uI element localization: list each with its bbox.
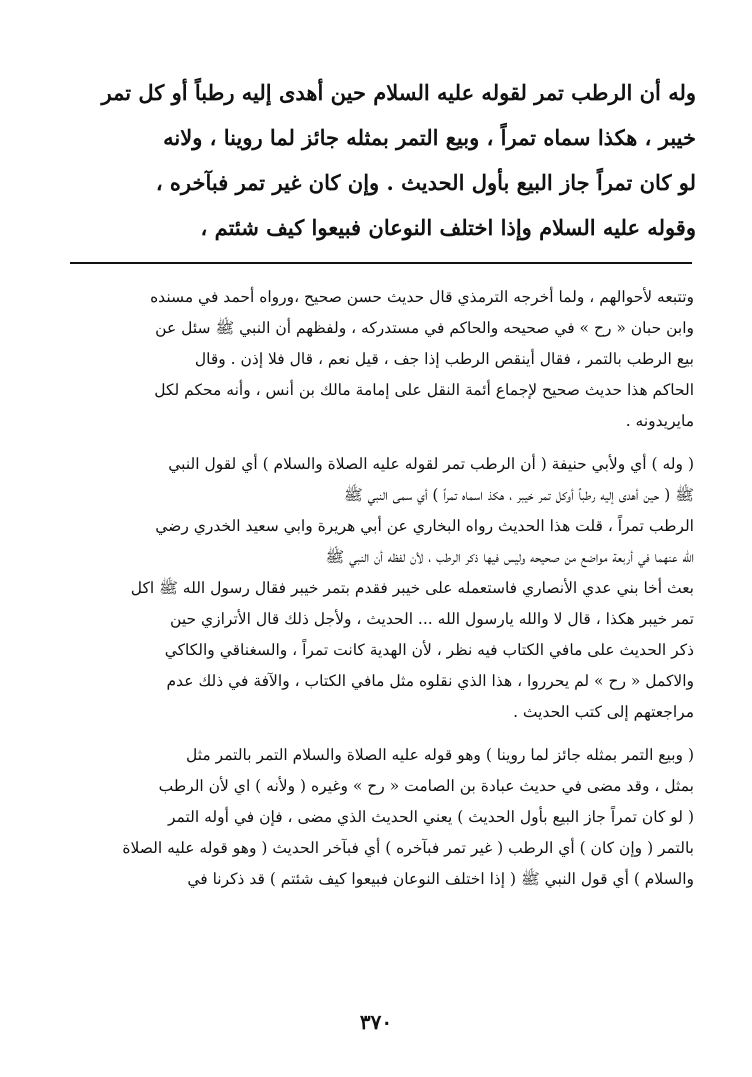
commentary-block xyxy=(62,282,694,907)
commentary-line: مراجعتهم إلى كتب الحديث . xyxy=(513,703,694,721)
commentary-line: الحاكم هذا حديث صحيح لإجماع أئمة النقل على إمامة مالك بن أنس ، وأنه محكم لكل xyxy=(154,381,694,399)
commentary-line: وابن حبان « رح » في صحيحه والحاكم في مستدركه ، ولفظهم أن النبي ﷺ سئل عن xyxy=(155,319,694,337)
main-text-line: وله أن الرطب تمر لقوله عليه السلام حين أهدى إليه رطباً أو كل تمر xyxy=(101,80,696,105)
commentary-paragraph xyxy=(62,282,694,437)
commentary-line: بيع الرطب بالتمر ، فقال أينقص الرطب إذا جف ، قيل نعم ، قال فلا إذن . وقال xyxy=(194,350,694,368)
commentary-line: الرطب تمراً ، قلت هذا الحديث رواه البخاري عن أبي هريرة وابي سعيد الخدري رضي xyxy=(155,517,694,535)
commentary-line: بعث أخا بني عدي الأنصاري فاستعمله على خيبر فقدم بتمر خيبر فقال رسول الله ﷺ اكل xyxy=(130,579,694,597)
main-text-block xyxy=(96,70,696,250)
commentary-line: ( وبيع التمر بمثله جائز لما روينا ) وهو قوله عليه الصلاة والسلام التمر بالتمر مثل xyxy=(186,746,694,764)
commentary-line: والاكمل « رح » لم يحرروا ، هذا الذي نقلوه مثل مافي الكتاب ، والآفة في ذلك عدم xyxy=(166,672,694,690)
commentary-line: مايريدونه . xyxy=(625,412,694,430)
commentary-paragraph xyxy=(62,449,694,728)
commentary-line: تمر خيبر هكذا ، قال لا والله يارسول الله ... الحديث ، ولأجل ذلك قال الأترازي حين xyxy=(170,610,694,628)
main-text-line: خيبر ، هكذا سماه تمراً ، وبيع التمر بمثله جائز لما روينا ، ولانه xyxy=(163,125,696,150)
main-text-line: لو كان تمراً جاز البيع بأول الحديث . وإن كان غير تمر فبآخره ، xyxy=(155,170,696,195)
section-divider xyxy=(70,262,692,264)
commentary-line: بالتمر ( وإن كان ) أي الرطب ( غير تمر فبآخره ) أي فبآخر الحديث ( وهو قوله عليه الصلاة xyxy=(122,839,694,857)
commentary-line: وتتبعه لأحوالهم ، ولما أخرجه الترمذي قال حديث حسن صحيح ،ورواه أحمد في مسنده xyxy=(150,288,694,306)
commentary-line: بمثل ، وقد مضى في حديث عبادة بن الصامت « رح » وغيره ( ولأنه ) اي لأن الرطب xyxy=(158,777,694,795)
commentary-line: ذكر الحديث على مافي الكتاب فيه نظر ، لأن الهدية كانت تمراً ، والسغناقي والكاكي xyxy=(164,641,694,659)
commentary-line: والسلام ) أي قول النبي ﷺ ( إذا اختلف النوعان فبيعوا كيف شئتم ) قد ذكرنا في xyxy=(187,870,694,888)
commentary-line: الله عنهما في أربعة مواضع من صحيحه وليس فيها ذكر الرطب ، لأن لفظه أن النبي ﷺ xyxy=(325,548,694,566)
page-number: ٣٧٠ xyxy=(359,1010,393,1034)
commentary-paragraph xyxy=(62,740,694,895)
commentary-line: ( لو كان تمراً جاز البيع بأول الحديث ) يعني الحديث الذي مضى ، فإن في أوله التمر xyxy=(167,808,694,826)
main-text-line: وقوله عليه السلام وإذا اختلف النوعان فبيعوا كيف شئتم ، xyxy=(200,215,696,240)
commentary-line: ﷺ ( حين أهدى إليه رطباً أوكل تمر خيبر ، هكذ اسماه تمراً ) أي سمى النبي ﷺ xyxy=(344,486,694,504)
commentary-line: ( وله ) أي ولأبي حنيفة ( أن الرطب تمر لقوله عليه الصلاة والسلام ) أي لقول النبي xyxy=(168,455,694,473)
